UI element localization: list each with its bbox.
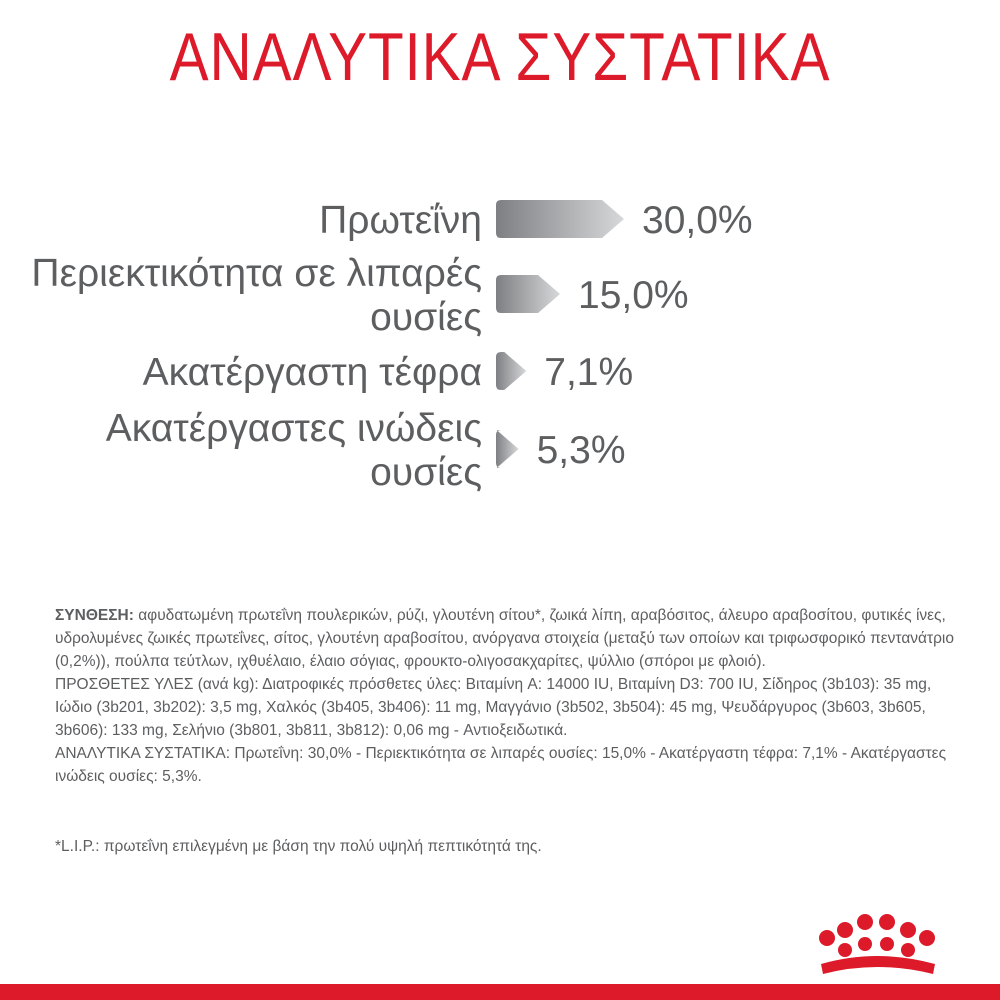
value-label-4: 5,3% (536, 429, 626, 472)
category-label-4-line-2: ουσίες (370, 451, 482, 494)
composition-label: ΣΥΝΘΕΣΗ: (55, 607, 134, 624)
category-label-3-line-1: Ακατέργαστη τέφρα (142, 351, 482, 394)
composition-block (55, 604, 955, 788)
additives-text: ΠΡΟΣΘΕΤΕΣ ΥΛΕΣ (ανά kg): Διατροφικές πρόσθετες ύλες: Βιταμίνη A: 14000 IU, Βιταμίνη D3: 700 IU, Σίδηρος (3b103): 35 mg, Ιώδιο (3b201, 3b202): 3,5 mg, Χαλκός (3b405, 3b406): 11 mg, Μαγγάνιο (3b502, 3b504): 45 mg, Ψευδάργυρος (3b603, 3b605, 3b606): 133 mg, Σελήνιο (3b801, 3b811, 3b812): 0,06 mg - Αντιοξειδωτικά. (55, 676, 932, 739)
nutrient-bar-chart (0, 180, 1000, 510)
category-label-2-line-1: Περιεκτικότητα σε λιπαρές (31, 252, 482, 295)
page-title: ΑΝΑΛΥΤΙΚΑ ΣΥΣΤΑΤΙΚΑ (169, 19, 831, 95)
analytical-text: ΑΝΑΛΥΤΙΚΑ ΣΥΣΤΑΤΙΚΑ: Πρωτεΐνη: 30,0% - Περιεκτικότητα σε λιπαρές ουσίες: 15,0% - Ακατέργαστη τέφρα: 7,1% - Ακατέργαστες ινώδεις ουσίες: 5,3%. (55, 745, 947, 785)
bar-2 (496, 275, 560, 313)
bottom-brand-bar (0, 984, 1000, 1000)
value-label-1: 30,0% (642, 199, 753, 242)
bar-1 (496, 200, 624, 238)
value-label-2: 15,0% (578, 274, 689, 317)
category-label-4-line-1: Ακατέργαστες ινώδεις (105, 407, 482, 450)
category-label-2-line-2: ουσίες (370, 296, 482, 339)
bar-3 (496, 352, 526, 390)
bar-4 (496, 430, 519, 468)
category-label-1-line-1: Πρωτεΐνη (319, 199, 482, 242)
footnote: *L.I.P.: πρωτεΐνη επιλεγμένη με βάση την πολύ υψηλή πεπτικότητά της. (55, 838, 542, 855)
value-label-3: 7,1% (544, 351, 634, 394)
composition-ingredients: αφυδατωμένη πρωτεΐνη πουλερικών, ρύζι, γλουτένη σίτου*, ζωικά λίπη, αραβόσιτος, άλευρο αραβοσίτου, φυτικές ίνες, υδρολυμένες ζωικές πρωτεΐνες, σίτος, γλουτένη αραβοσίτου, ανόργανα στοιχεία (μεταξύ των οποίων και τριφωσφορικό πεντανάτριο (0,2%)), πούλπα τεύτλων, ιχθυέλαιο, έλαιο σόγιας, φρουκτο-ολιγοσακχαρίτες, ψύλλιο (σπόροι με φλοιό). (55, 607, 954, 670)
composition-text (55, 604, 955, 673)
crown-logo (815, 908, 945, 988)
